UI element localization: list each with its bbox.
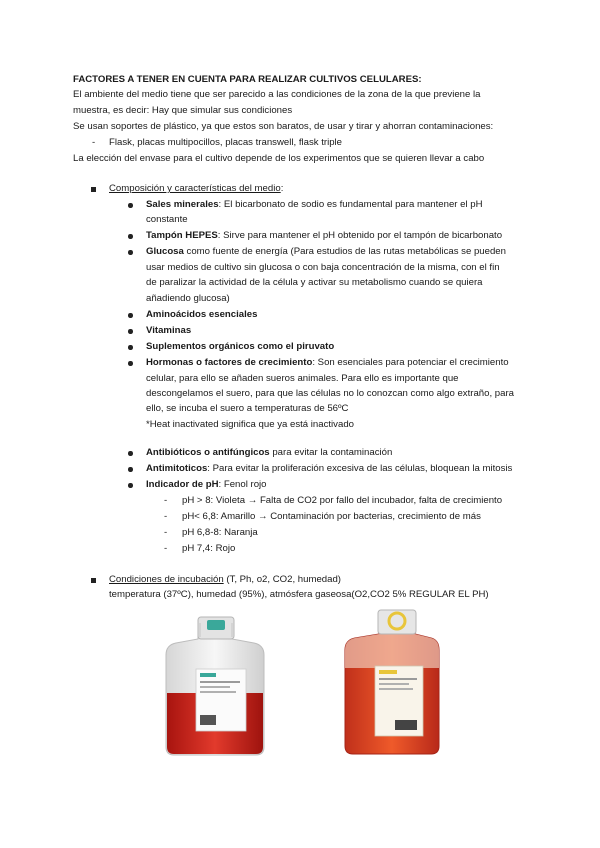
dash-bullet-icon: -	[164, 543, 168, 554]
flask-image-teal-cap	[160, 615, 270, 760]
ph-item-4: pH 7,4: Rojo	[182, 543, 236, 554]
dot-bullet-icon	[128, 234, 133, 239]
ph-item-3: pH 6,8-8: Naranja	[182, 527, 258, 538]
item-suplementos: Suplementos orgánicos como el piruvato	[146, 341, 335, 352]
dot-bullet-icon	[128, 467, 133, 472]
item-vitaminas: Vitaminas	[146, 325, 192, 336]
dot-bullet-icon	[128, 250, 133, 255]
section-incubation-title: Condiciones de incubación (T, Ph, o2, CO2, humedad)	[109, 574, 341, 585]
section-composition-title: Composición y características del medio:	[109, 183, 284, 194]
intro-line-3: Se usan soportes de plástico, ya que estos son baratos, de usar y tirar y ahorran contaminaciones:	[73, 121, 494, 132]
item-glucosa-cont-2: de paralizar la actividad de la célula y activar su metabolismo cuando se quiera	[146, 277, 483, 288]
item-hormonas-cont-3: ello, se incuba el suero a temperaturas de 56ºC	[146, 403, 349, 414]
item-glucosa-cont-1: usar medios de cultivo sin glucosa o con baja concentración de la misma, con el fin	[146, 262, 500, 273]
dot-bullet-icon	[128, 313, 133, 318]
item-hormonas-cont-2: descongelamos el suero, para que las células no lo conozcan como algo extraño, para	[146, 388, 514, 399]
item-aminoacidos: Aminoácidos esenciales	[146, 309, 258, 320]
item-sales-minerales: Sales minerales: El bicarbonato de sodio es fundamental para mantener el pH	[146, 199, 483, 210]
item-indicador-ph: Indicador de pH: Fenol rojo	[146, 479, 267, 490]
dot-bullet-icon	[128, 345, 133, 350]
item-sales-minerales-cont: constante	[146, 214, 188, 225]
dot-bullet-icon	[128, 203, 133, 208]
dash-bullet-icon: -	[164, 527, 168, 538]
intro-line-1: El ambiente del medio tiene que ser parecido a las condiciones de la zona de la que previene la	[73, 89, 481, 100]
item-hormonas-note: *Heat inactivated significa que ya está inactivado	[146, 419, 354, 430]
item-antimitoticos: Antimitoticos: Para evitar la proliferación excesiva de las células, bloquean la mitosis	[146, 463, 513, 474]
dot-bullet-icon	[128, 451, 133, 456]
intro-line-2: muestra, es decir: Hay que simular sus condiciones	[73, 105, 293, 116]
ph-item-2: pH< 6,8: Amarillo → Contaminación por bacterias, crecimiento de más	[182, 511, 481, 522]
item-glucosa-cont-3: añadiendo glucosa)	[146, 293, 230, 304]
square-bullet-icon	[91, 578, 96, 583]
dot-bullet-icon	[128, 483, 133, 488]
intro-sub-item: Flask, placas multipocillos, placas transwell, flask triple	[109, 137, 342, 148]
ph-item-1: pH > 8: Violeta → Falta de CO2 por fallo del incubador, falta de crecimiento	[182, 495, 503, 506]
dash-bullet-icon: -	[164, 511, 168, 522]
flask-image-yellow-cap	[335, 608, 445, 758]
section-incubation-line-2: temperatura (37ºC), humedad (95%), atmósfera gaseosa(O2,CO2 5% REGULAR EL PH)	[109, 589, 489, 600]
dash-bullet-icon: -	[164, 495, 168, 506]
square-bullet-icon	[91, 187, 96, 192]
dash-bullet-icon: -	[92, 137, 96, 148]
dot-bullet-icon	[128, 329, 133, 334]
item-tampon-hepes: Tampón HEPES: Sirve para mantener el pH obtenido por el tampón de bicarbonato	[146, 230, 503, 241]
intro-line-4: La elección del envase para el cultivo depende de los experimentos que se quieren llevar a cabo	[73, 153, 485, 164]
item-hormonas: Hormonas o factores de crecimiento: Son esenciales para potenciar el crecimiento	[146, 357, 509, 368]
dot-bullet-icon	[128, 361, 133, 366]
page-title: FACTORES A TENER EN CUENTA PARA REALIZAR CULTIVOS CELULARES:	[73, 74, 422, 85]
item-antibioticos: Antibióticos o antifúngicos para evitar la contaminación	[146, 447, 393, 458]
item-glucosa: Glucosa como fuente de energía (Para estudios de las rutas metabólicas se pueden	[146, 246, 506, 257]
item-hormonas-cont-1: celular, para ello se añaden sueros animales. Para ello es importante que	[146, 373, 459, 384]
